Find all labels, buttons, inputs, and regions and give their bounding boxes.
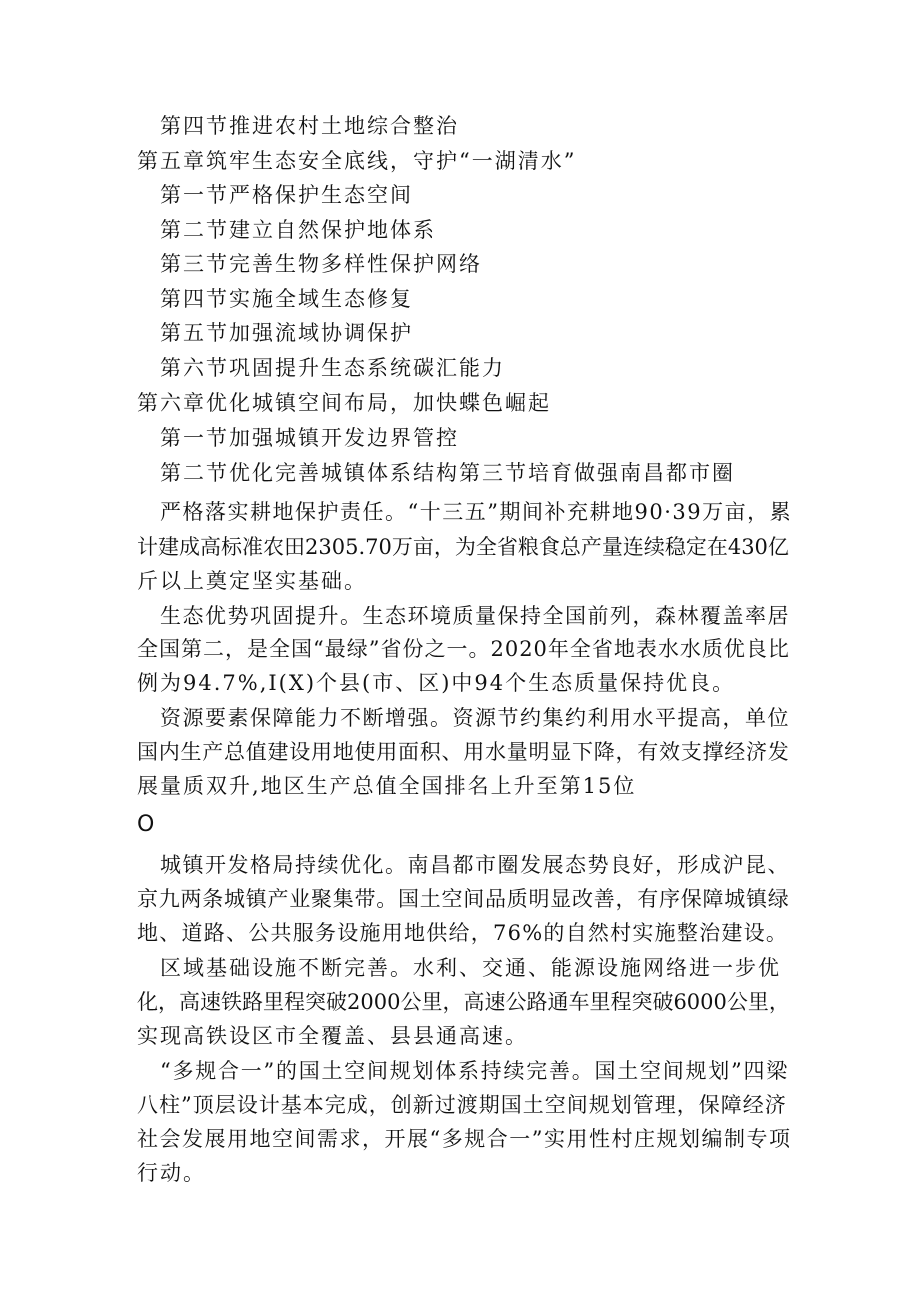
- paragraph-line: 计建成高标准农田2305.70万亩，为全省粮食总产量连续稳定在430亿: [137, 535, 789, 559]
- paragraph-line: 全国第二，是全国“最绿”省份之一。2020年全省地表水水质优良比: [137, 637, 790, 661]
- toc-section-line: 第二节优化完善城镇体系结构第三节培育做强南昌都市圈: [160, 461, 735, 485]
- paragraph-line: 生态优势巩固提升。生态环境质量保持全国前列，森林覆盖率居: [160, 604, 790, 628]
- paragraph-line: “多规合一”的国土空间规划体系持续完善。国土空间规划”四梁: [160, 1059, 789, 1083]
- toc-chapter-line: 第六章优化城镇空间布局，加快蝶色崛起: [137, 391, 551, 415]
- paragraph-line: 京九两条城镇产业聚集带。国土空间品质明显改善，有序保障城镇绿: [137, 887, 790, 911]
- toc-section-line: 第四节实施全域生态修复: [160, 287, 413, 311]
- paragraph-line: 八柱”顶层设计基本完成，创新过渡期国土空间规划管理，保障经济: [137, 1093, 787, 1117]
- paragraph-line: 国内生产总值建设用地使用面积、用水量明显下降，有效支撑经济发: [137, 740, 790, 764]
- paragraph-line: 区域基础设施不断完善。水利、交通、能源设施网络进一步优: [160, 956, 781, 980]
- paragraph-line: 城镇开发格局持续优化。南昌都市圈发展态势良好，形成沪昆、: [160, 853, 790, 877]
- toc-section-line: 第三节完善生物多样性保护网络: [160, 252, 482, 276]
- paragraph-line: 资源要素保障能力不断增强。资源节约集约利用水平提高，单位: [160, 706, 790, 730]
- paragraph-line: 社会发展用地空间需求，开展“多规合一”实用性村庄规划编制专项: [137, 1127, 792, 1151]
- paragraph-line: 例为94.7%,I(X)个县(市、区)中94个生态质量保持优良。: [137, 671, 736, 695]
- paragraph-line: 化，高速铁路里程突破2000公里，高速公路通车里程突破6000公里，: [137, 990, 790, 1014]
- paragraph-line: 严格落实耕地保护责任。“十三五”期间补充耕地90·39万亩，累: [160, 500, 793, 524]
- toc-section-line: 第五节加强流域协调保护: [160, 321, 413, 345]
- paragraph-line: 展量质双升,地区生产总值全国排名上升至第15位: [137, 774, 637, 798]
- toc-section-line: 第四节推进农村土地综合整治: [160, 114, 459, 138]
- toc-section-line: 第一节加强城镇开发边界管控: [160, 426, 459, 450]
- toc-section-line: 第六节巩固提升生态系统碳汇能力: [160, 356, 505, 380]
- paragraph-line: 实现高铁设区市全覆盖、县县通高速。: [137, 1024, 528, 1048]
- toc-section-line: 第一节严格保护生态空间: [160, 183, 413, 207]
- toc-chapter-line: 第五章筑牢生态安全底线，守护“一湖清水”: [137, 149, 577, 173]
- paragraph-line: 斤以上奠定坚实基础。: [137, 569, 367, 593]
- paragraph-line: 地、道路、公共服务设施用地供给，76%的自然村实施整治建设。: [137, 921, 789, 945]
- toc-section-line: 第二节建立自然保护地体系: [160, 218, 436, 242]
- paragraph-line: 行动。: [137, 1161, 206, 1185]
- stray-character: O: [137, 812, 155, 837]
